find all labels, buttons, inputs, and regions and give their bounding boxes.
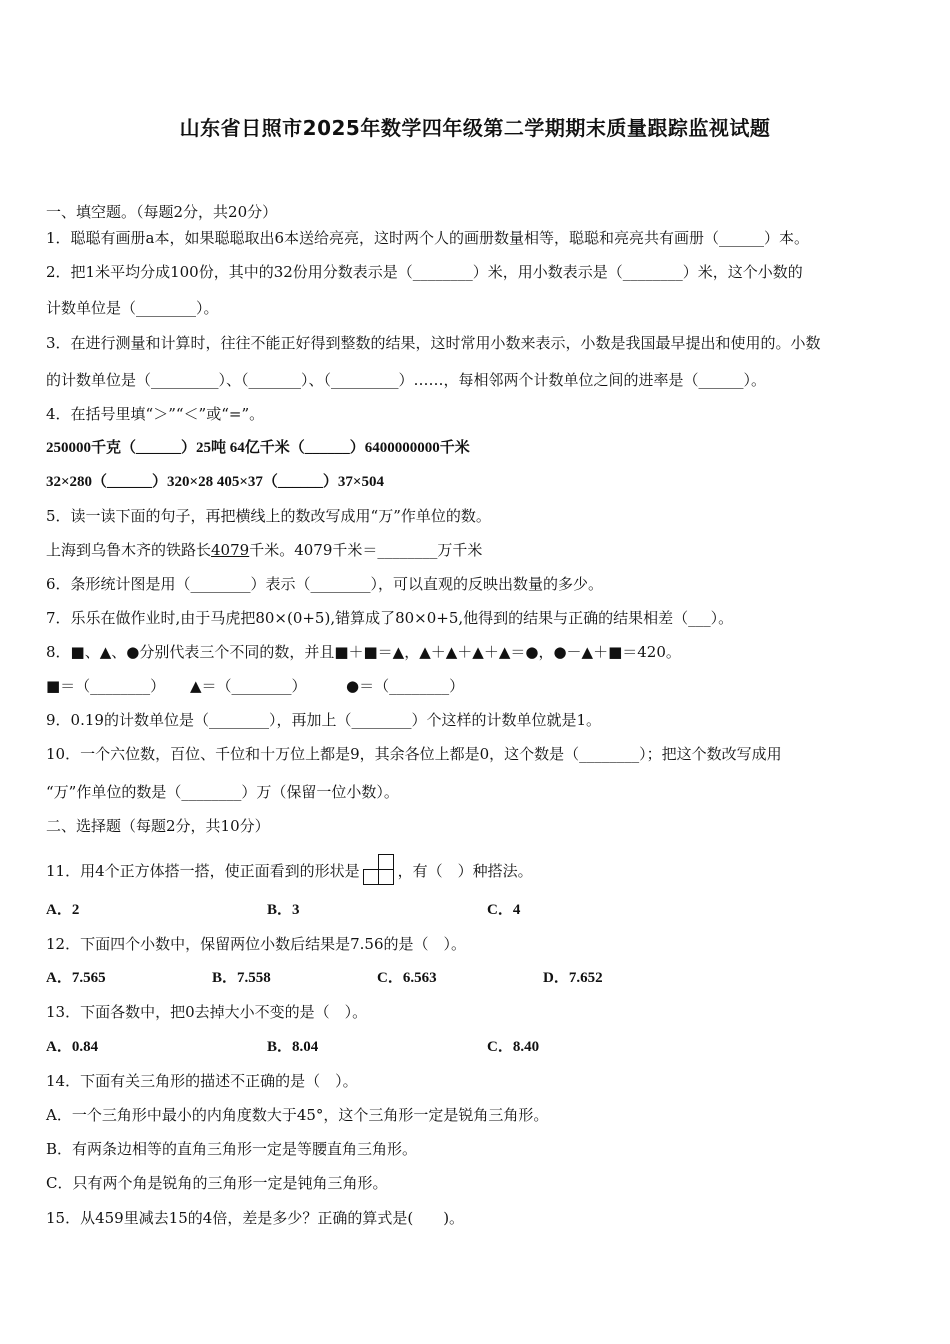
q13-option-b[interactable]: B．8.04 (267, 1039, 319, 1055)
question-3-line-1: 3．在进行测量和计算时，往往不能正好得到整数的结果，这时常用小数来表示，小数是我国最早提出和使用的。小数 (46, 334, 821, 352)
question-9: 9．0.19的计数单位是（________），再加上（________）个这样的计数单位就是1。 (46, 711, 601, 729)
question-6: 6．条形统计图是用（________）表示（________），可以直观的反映出数量的多少。 (46, 575, 604, 593)
q11-option-c[interactable]: C．4 (487, 902, 521, 918)
question-15: 15．从459里减去15的4倍，差是多少？正确的算式是( )。 (46, 1209, 465, 1227)
sentence-prefix: 上海到乌鲁木齐的铁路长 (46, 541, 212, 559)
question-5-sentence (46, 540, 482, 560)
q12-option-d[interactable]: D．7.652 (543, 970, 603, 986)
question-2-line-2: 计数单位是（________）。 (46, 299, 219, 317)
question-11 (46, 852, 533, 886)
q12-option-c[interactable]: C．6.563 (377, 970, 437, 986)
question-4-row-2: 32×280（______）320×28 405×37（______）37×504 (46, 474, 384, 490)
question-8-square: ■＝（________） (46, 677, 166, 695)
question-10-line-1: 10．一个六位数，百位、千位和十万位上都是9，其余各位上都是0，这个数是（________）；把这个数改写成用 (46, 745, 782, 763)
question-11-prefix: 11．用4个正方体搭一搭，使正面看到的形状是 (46, 862, 360, 880)
q13-option-c[interactable]: C．8.40 (487, 1039, 540, 1055)
question-2-line-1: 2．把1米平均分成100份，其中的32份用分数表示是（________）米，用小数表示是（________）米，这个小数的 (46, 263, 803, 281)
question-13: 13．下面各数中，把0去掉大小不变的是（ ）。 (46, 1003, 368, 1021)
question-8-triangle: ▲＝（________） (190, 677, 307, 695)
q12-option-b[interactable]: B．7.558 (212, 970, 271, 986)
question-12: 12．下面四个小数中，保留两位小数后结果是7.56的是（ ）。 (46, 935, 466, 953)
question-14: 14．下面有关三角形的描述不正确的是（ ）。 (46, 1072, 358, 1090)
q12-option-a[interactable]: A．7.565 (46, 970, 106, 986)
question-10-line-2: “万”作单位的数是（________）万（保留一位小数）。 (46, 783, 399, 801)
question-11-suffix: ，有（ ）种搭法。 (397, 862, 533, 880)
question-3-line-2: 的计数单位是（_________）、（_______）、（_________）……，每相邻两个计数单位之间的进率是（______）。 (46, 371, 767, 389)
sentence-suffix: 千米。4079千米＝________万千米 (249, 541, 483, 559)
front-view-shape (362, 852, 396, 886)
q14-option-a[interactable]: A．一个三角形中最小的内角度数大于45°，这个三角形一定是锐角三角形。 (46, 1106, 549, 1124)
q14-option-c[interactable]: C．只有两个角是锐角的三角形一定是钝角三角形。 (46, 1174, 388, 1192)
section-choice: 二、选择题（每题2分，共10分） (46, 817, 270, 835)
question-8: 8．■、▲、●分别代表三个不同的数，并且■＋■＝▲，▲＋▲＋▲＋▲＝●，●－▲＋■＝420。 (46, 643, 681, 661)
question-8-circle: ●＝（________） (346, 677, 465, 695)
q11-option-a[interactable]: A．2 (46, 902, 80, 918)
question-4: 4．在括号里填“＞”“＜”或“=”。 (46, 405, 265, 423)
question-4-row-1: 250000千克（______）25吨 64亿千米（______）6400000000千米 (46, 440, 470, 456)
page-title: 山东省日照市2025年数学四年级第二学期期末质量跟踪监视试题 (179, 116, 771, 140)
q13-option-a[interactable]: A．0.84 (46, 1039, 99, 1055)
question-5: 5．读一读下面的句子，再把横线上的数改写成用“万”作单位的数。 (46, 507, 491, 525)
q11-option-b[interactable]: B．3 (267, 902, 300, 918)
question-7: 7．乐乐在做作业时,由于马虎把80×(0+5),错算成了80×0+5,他得到的结果与正确的结果相差（___）。 (46, 609, 734, 627)
q14-option-b[interactable]: B．有两条边相等的直角三角形一定是等腰直角三角形。 (46, 1140, 418, 1158)
section-fill-in: 一、填空题。（每题2分，共20分） (46, 203, 278, 221)
question-1: 1．聪聪有画册a本，如果聪聪取出6本送给亮亮，这时两个人的画册数量相等，聪聪和亮亮共有画册（______）本。 (46, 229, 810, 247)
underlined-number: 4079 (211, 541, 250, 559)
